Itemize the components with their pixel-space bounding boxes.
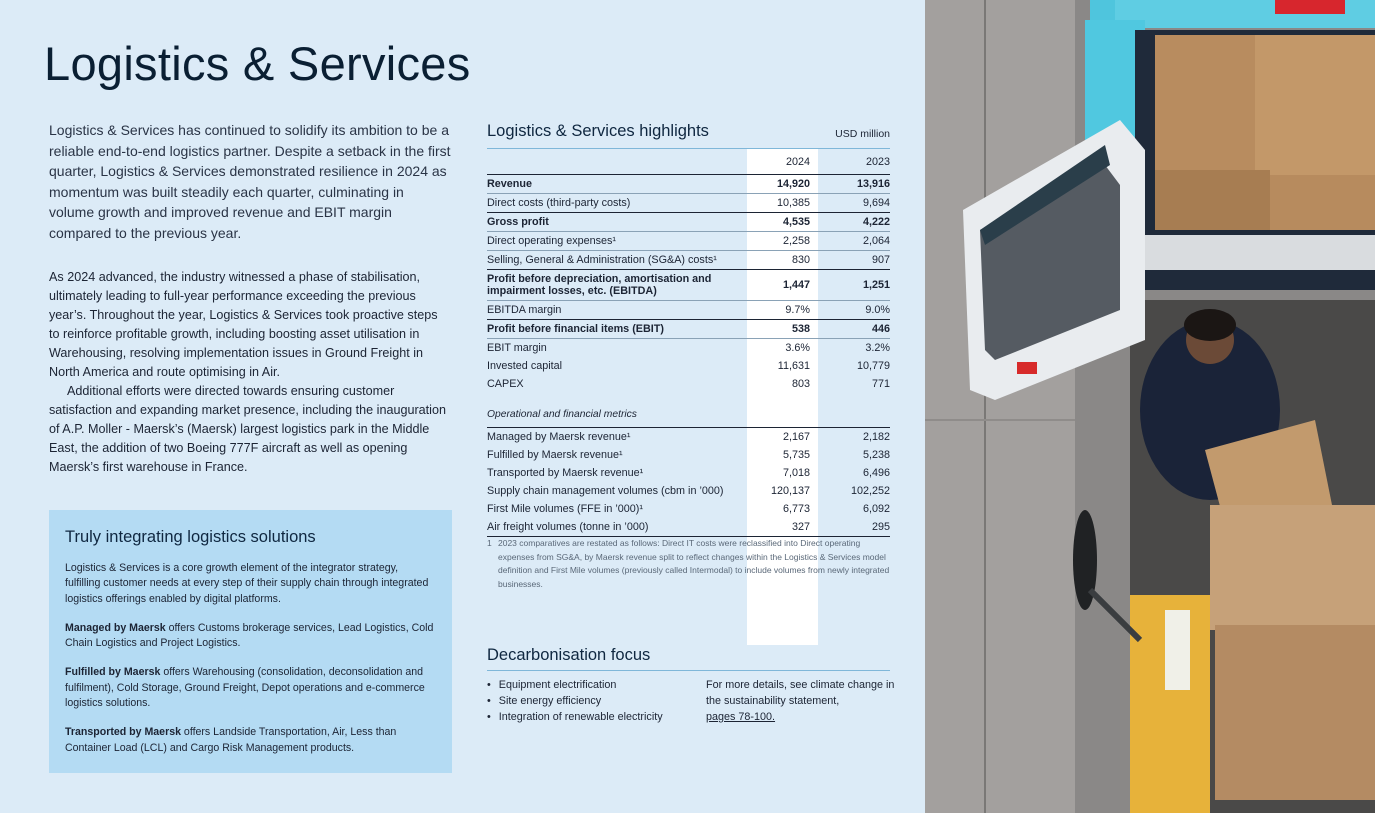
row-value-2023: 1,251 (818, 270, 890, 301)
table-row (487, 232, 890, 251)
row-label: Air freight volumes (tonne in ’000) (487, 518, 747, 537)
row-value-2023: 9.0% (818, 301, 890, 320)
box-paragraph-fulfilled (65, 665, 436, 711)
row-label: Profit before financial items (EBIT) (487, 320, 747, 339)
table-row (487, 320, 890, 339)
list-item: • Integration of renewable electricity (487, 709, 663, 725)
table-row (487, 213, 890, 232)
row-value-2024: 327 (747, 518, 818, 537)
row-value-2024: 538 (747, 320, 818, 339)
table-row (487, 482, 890, 500)
row-value-2024: 4,535 (747, 213, 818, 232)
row-value-2023: 3.2% (818, 339, 890, 358)
table-section-header (487, 393, 890, 428)
table-row (487, 518, 890, 537)
table-unit: USD million (835, 128, 890, 140)
row-value-2023: 771 (871, 378, 890, 390)
table-row (487, 357, 890, 375)
highlights-table-section (487, 120, 890, 533)
row-value-2024: 2,167 (747, 428, 818, 447)
row-label: Direct costs (third-party costs) (487, 194, 747, 213)
row-value-2023: 2,182 (818, 428, 890, 447)
reference-text: For more details, see climate change in the sustainability statement, (706, 679, 895, 707)
decarbonisation-title: Decarbonisation focus (487, 646, 890, 671)
sustainability-pages-link[interactable]: pages 78-100. (706, 711, 776, 723)
row-value-2024: 10,385 (747, 194, 818, 213)
row-label: Revenue (487, 175, 747, 194)
intro-paragraph: Logistics & Services has continued to solidify its ambition to be a reliable end-to-end logistics partner. Despite a setback in the first quarter, Logistics & Services demonstrated resilience in 2024 as momentum was built steadily each quarter, culminating in volume growth and improved revenue and EBIT margin compared to the previous year. (49, 122, 451, 241)
row-value-2024: 14,920 (747, 175, 818, 194)
row-value-2024: 120,137 (770, 485, 810, 497)
row-label: Managed by Maersk revenue¹ (487, 428, 747, 447)
highlights-table (487, 149, 890, 537)
box-paragraph-transported (65, 725, 436, 756)
body-text (49, 268, 451, 477)
row-label: Invested capital (487, 360, 563, 372)
row-value-2023: 4,222 (818, 213, 890, 232)
row-value-2023: 907 (818, 251, 890, 270)
table-row (487, 175, 890, 194)
row-label: EBITDA margin (487, 301, 747, 320)
row-label: Gross profit (487, 213, 747, 232)
box-title: Truly integrating logistics solutions (65, 528, 316, 546)
row-value-2023: 446 (818, 320, 890, 339)
table-row (487, 270, 890, 301)
row-value-2023: 10,779 (856, 360, 890, 372)
table-row (487, 339, 890, 358)
row-value-2024: 1,447 (747, 270, 818, 301)
column-2023: 2023 (865, 155, 890, 168)
integrating-solutions-box (49, 510, 452, 773)
row-value-2024: 7,018 (782, 467, 810, 479)
row-label: EBIT margin (487, 339, 747, 358)
fulfilled-text: offers Warehousing (consolidation, deconsolidation and fulfilment), Cold Storage, Ground Freight, Depot operations and e-commerce logistics solutions. (65, 666, 425, 710)
table-row (487, 428, 890, 447)
column-2024: 2024 (785, 155, 810, 168)
row-label: Direct operating expenses¹ (487, 232, 747, 251)
row-value-2023: 6,496 (862, 467, 890, 479)
row-value-2024: 803 (791, 378, 810, 390)
table-title: Logistics & Services highlights (487, 122, 709, 140)
row-value-2023: 13,916 (818, 175, 890, 194)
list-item: • Equipment electrification (487, 677, 663, 693)
row-value-2024: 2,258 (747, 232, 818, 251)
managed-label: Managed by Maersk (65, 621, 166, 634)
managed-text: offers Customs brokerage services, Lead Logistics, Cold Chain Logistics and Project Logistics. (65, 621, 434, 650)
table-row (487, 375, 890, 393)
section-label: Operational and financial metrics (487, 408, 637, 420)
row-value-2024: 6,773 (782, 503, 810, 515)
row-value-2023: 102,252 (850, 485, 890, 497)
body-paragraph-1: As 2024 advanced, the industry witnessed a phase of stabilisation, ultimately leading to full-year performance exceeding the previous year’s. Throughout the year, Logistics & Services took proactive steps to reinforce profitable growth, including boosting asset utilisation in Warehousing, resolving implementation issues in Ground Freight in North America and route optimising in Air. (49, 270, 438, 379)
row-value-2024: 5,735 (782, 449, 810, 461)
row-value-2023: 295 (818, 518, 890, 537)
table-row (487, 500, 890, 518)
decarbonisation-reference (706, 677, 896, 725)
table-row (487, 251, 890, 270)
transported-label: Transported by Maersk (65, 726, 181, 739)
decarbonisation-list (487, 677, 663, 725)
page-title: Logistics & Services (44, 37, 471, 90)
row-value-2024: 9.7% (747, 301, 818, 320)
row-label: Selling, General & Administration (SG&A) costs¹ (487, 251, 747, 270)
box-paragraph-managed (65, 621, 436, 652)
photo-illustration (925, 0, 1375, 813)
list-item: • Site energy efficiency (487, 693, 663, 709)
row-value-2023: 9,694 (818, 194, 890, 213)
row-label: Supply chain management volumes (cbm in ’000) (487, 485, 724, 497)
row-value-2023: 2,064 (818, 232, 890, 251)
delivery-van-photo (925, 0, 1375, 813)
table-row (487, 301, 890, 320)
body-paragraph-2: Additional efforts were directed towards ensuring customer satisfaction and expanding market presence, including the inauguration of A.P. Moller - Maersk’s (Maersk) largest logistics park in the Middle East, the addition of two Boeing 777F aircraft as well as opening Maersk’s first warehouse in France. (49, 384, 446, 474)
table-row (487, 446, 890, 464)
row-label: Transported by Maersk revenue¹ (487, 467, 644, 479)
footnote-number: 1 (487, 538, 492, 548)
row-label: CAPEX (487, 378, 524, 390)
footnote-text: 2023 comparatives are restated as follows: Direct IT costs were reclassified into Direct operating expenses from SG&A, by Maersk revenue split to reflect changes within the Logistics & Services model definition and First Mile volumes (previously called Intermodal) to include volumes from newly integrated businesses. (498, 538, 890, 589)
row-value-2023: 6,092 (862, 503, 890, 515)
table-row (487, 194, 890, 213)
row-value-2024: 830 (747, 251, 818, 270)
row-value-2024: 11,631 (777, 360, 810, 372)
row-label: First Mile volumes (FFE in ’000)¹ (487, 503, 643, 515)
row-value-2023: 5,238 (862, 449, 890, 461)
fulfilled-label: Fulfilled by Maersk (65, 666, 161, 679)
table-header (487, 120, 890, 149)
transported-text: offers Landside Transportation, Air, Less than Container Load (LCL) and Cargo Risk Management products. (65, 726, 397, 754)
row-label: Fulfilled by Maersk revenue¹ (487, 449, 623, 461)
table-column-headers (487, 149, 890, 175)
row-value-2024: 3.6% (747, 339, 818, 358)
table-row (487, 464, 890, 482)
box-paragraph-1: Logistics & Services is a core growth element of the integrator strategy, fulfilling customer needs at every step of their supply chain through integrated logistics offerings enabled by digital platforms. (65, 562, 429, 605)
row-label: Profit before depreciation, amortisation and impairment losses, etc. (EBITDA) (487, 270, 747, 301)
table-footnote (487, 537, 890, 591)
